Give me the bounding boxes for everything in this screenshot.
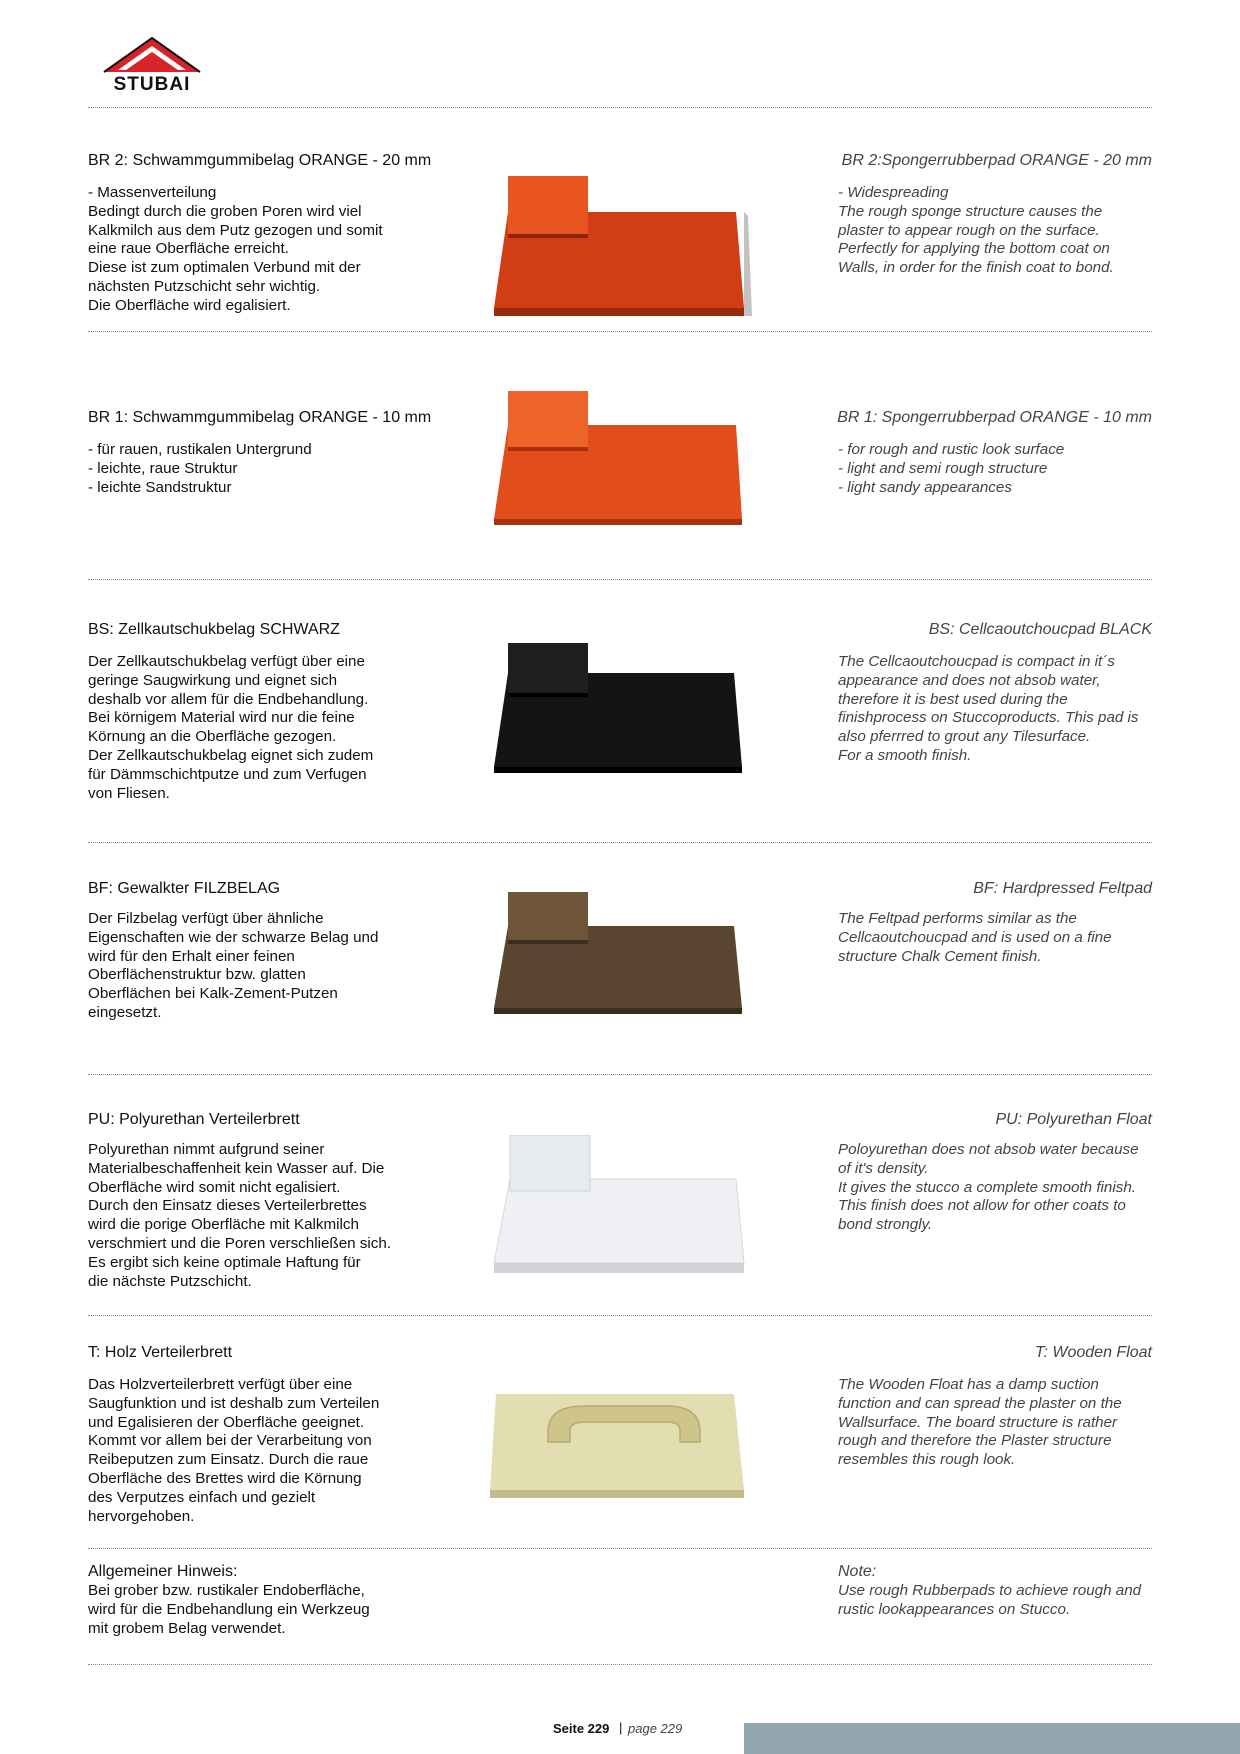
divider [88,842,1152,843]
page-number-de: Seite 229 [553,1721,610,1736]
en-description: - for rough and rustic look surface - light and semi rough structure - light sandy appearances [838,441,1065,496]
de-title: BR 1: Schwammgummibelag ORANGE - 10 mm [88,409,432,426]
black-cellular-rubber-pad-image [486,643,866,793]
product-section-bs [88,621,1152,806]
divider [88,107,1152,108]
divider [88,1664,1152,1665]
en-description: - Widespreading The rough sponge structure causes the plaster to appear rough on the surface. Perfectly for applying the bottom coat on Walls, in order for the finish coat to bond. [838,184,1114,277]
en-description: The Wooden Float has a damp suction function and can spread the plaster on the Wallsurface. The board structure is rather rough and therefore the Plaster structure resembles this rough look. [838,1376,1122,1469]
de-title: BR 2: Schwammgummibelag ORANGE - 20 mm [88,152,432,169]
wooden-float-image [486,1390,866,1520]
en-title: PU: Polyurethan Float [995,1111,1152,1128]
mountain-logo-icon [100,36,204,76]
de-description: - für rauen, rustikalen Untergrund - leichte, raue Struktur - leichte Sandstruktur [88,441,312,496]
en-description: The Cellcaoutchoucpad is compact in it´s appearance and does not absob water, therefore it is best used during the finishprocess on Stuccoproducts. This pad is also pferrred to grout any Tilesurface. For a smooth finish. [838,653,1139,764]
polyurethane-float-image [486,1135,866,1285]
note-en-body: Use rough Rubberpads to achieve rough and rustic lookappearances on Stucco. [838,1582,1142,1618]
de-title: PU: Polyurethan Verteilerbrett [88,1111,300,1128]
logo-text: STUBAI [113,74,191,95]
note-de-body: Bei grober bzw. rustikaler Endoberfläche, wird für die Endbehandlung ein Werkzeug mit grobem Belag verwendet. [88,1582,370,1637]
page-number-separator: | [619,1720,623,1735]
note-de-title: Allgemeiner Hinweis: [88,1563,238,1580]
de-description: Der Zellkautschukbelag verfügt über eine geringe Saugwirkung und eignet sich deshalb vor allem für die Endbehandlung. Bei körnigem Material wird nur die feine Körnung an die Oberfläche gezogen. Der Zellkautschukbelag eignet sich zudem für Dämmschichtputze und zum Verfugen von Fliesen. [88,653,374,802]
felt-pad-image [486,892,866,1022]
de-title: T: Holz Verteilerbrett [88,1344,233,1361]
de-description: Polyurethan nimmt aufgrund seiner Materialbeschaffenheit kein Wasser auf. Die Oberfläche wird somit nicht egalisiert. Durch den Einsatz dieses Verteilerbrettes wird die porige Oberfläche mit Kalkmilch verschmiert und die Poren verschließen sich. Es ergibt sich keine optimale Haftung für die nächste Putzschicht. [88,1141,392,1290]
orange-sponge-pad-10mm-image [486,391,866,541]
footer-color-bar [744,1723,1240,1754]
de-description: Das Holzverteilerbrett verfügt über eine Saugfunktion und ist deshalb zum Verteilen und Egalisieren der Oberfläche geeignet. Kommt vor allem bei der Verarbeitung von Reibeputzen zum Einsatz. Durch die raue Oberfläche des Brettes wird die Körnung des Verputzes einfach und gezielt hervorgehoben. [88,1376,380,1525]
en-title: T: Wooden Float [1034,1344,1152,1361]
stubai-logo [100,36,210,100]
de-title: BS: Zellkautschukbelag SCHWARZ [88,621,340,638]
en-title: BS: Cellcaoutchoucpad BLACK [928,621,1152,638]
product-section-br2 [88,152,1152,322]
product-section-bf [88,880,1152,1050]
divider [88,1074,1152,1075]
en-description: Poloyurethan does not absob water because of it's density. It gives the stucco a complete smooth finish. This finish does not allow for other coats to bond strongly. [838,1141,1139,1234]
product-section-br1 [88,409,1152,549]
product-section-t [88,1344,1152,1534]
note-en-title: Note: [838,1563,877,1580]
en-title: BF: Hardpressed Feltpad [973,880,1152,897]
divider [88,1315,1152,1316]
page-number-en: page 229 [628,1721,683,1736]
product-section-pu [88,1111,1152,1301]
orange-sponge-pad-20mm-image [486,176,866,326]
divider [88,1548,1152,1549]
en-title: BR 1: Spongerrubberpad ORANGE - 10 mm [837,409,1152,426]
de-description: - Massenverteilung Bedingt durch die groben Poren wird viel Kalkmilch aus dem Putz gezogen und somit eine raue Oberfläche erreicht. Diese ist zum optimalen Verbund mit der nächsten Putzschicht sehr wichtig. Die Oberfläche wird egalisiert. [88,184,383,314]
en-description: The Feltpad performs similar as the Cellcaoutchoucpad and is used on a fine structure Chalk Cement finish. [838,910,1112,965]
en-title: BR 2:Spongerrubberpad ORANGE - 20 mm [841,152,1152,169]
de-description: Der Filzbelag verfügt über ähnliche Eigenschaften wie der schwarze Belag und wird für den Erhalt einer feinen Oberflächenstruktur bzw. glatten Oberflächen bei Kalk-Zement-Putzen eingesetzt. [88,910,379,1021]
divider [88,579,1152,580]
divider [88,331,1152,332]
de-title: BF: Gewalkter FILZBELAG [88,880,281,897]
general-note [88,1563,1152,1663]
